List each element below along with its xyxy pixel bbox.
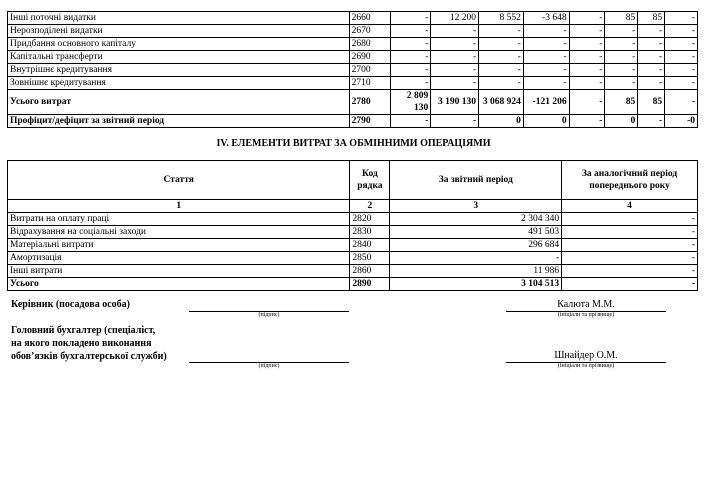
expense-elements-table <box>7 160 698 291</box>
head-name: Калюта М.М. <box>557 299 615 310</box>
value-cell: 0 <box>605 115 638 128</box>
col-number: 4 <box>562 200 698 213</box>
head-signature-line <box>189 298 349 312</box>
row-code: 2670 <box>349 25 391 38</box>
value-cell: - <box>431 25 479 38</box>
value-cell: - <box>569 77 605 90</box>
table-row <box>8 213 698 226</box>
value-cell: - <box>665 90 698 115</box>
row-label: Придбання основного капіталу <box>8 38 350 51</box>
row-code: 2790 <box>349 115 391 128</box>
value-cell: - <box>523 64 569 77</box>
value-cell: - <box>569 38 605 51</box>
current-period-value: 2 304 340 <box>390 213 562 226</box>
signature-caption: (підпис) <box>258 312 280 318</box>
value-cell: - <box>431 51 479 64</box>
signature-caption: (підпис) <box>258 363 280 369</box>
value-cell: 3 190 130 <box>431 90 479 115</box>
value-cell: - <box>431 38 479 51</box>
value-cell: - <box>665 25 698 38</box>
current-period-value: 11 986 <box>390 265 562 278</box>
table-row <box>8 115 698 128</box>
section-title: IV. ЕЛЕМЕНТИ ВИТРАТ ЗА ОБМІННИМИ ОПЕРАЦІЯМИ <box>216 138 491 149</box>
value-cell: - <box>638 38 665 51</box>
row-code: 2710 <box>349 77 391 90</box>
value-cell: - <box>665 12 698 25</box>
row-label: Нерозподілені видатки <box>8 25 350 38</box>
row-label: Інші витрати <box>8 265 350 278</box>
row-label: Матеріальні витрати <box>8 239 350 252</box>
header-previous-period: За аналогічний період попереднього року <box>562 161 698 200</box>
table-row <box>8 90 698 115</box>
name-caption: (ініціали та прізвище) <box>557 363 615 369</box>
value-cell: - <box>523 77 569 90</box>
row-label: Усього витрат <box>8 90 350 115</box>
value-cell: - <box>605 38 638 51</box>
value-cell: 85 <box>638 90 665 115</box>
table-row <box>8 12 698 25</box>
value-cell: - <box>569 64 605 77</box>
row-code: 2680 <box>349 38 391 51</box>
value-cell: - <box>391 12 431 25</box>
value-cell: - <box>479 51 524 64</box>
value-cell: -121 206 <box>523 90 569 115</box>
current-period-value: - <box>390 252 562 265</box>
row-label: Витрати на оплату праці <box>8 213 350 226</box>
value-cell: - <box>638 64 665 77</box>
col-number: 3 <box>390 200 562 213</box>
value-cell: - <box>569 12 605 25</box>
col-number: 2 <box>350 200 390 213</box>
value-cell: - <box>665 77 698 90</box>
row-code: 2860 <box>350 265 390 278</box>
value-cell: - <box>391 115 431 128</box>
row-code: 2890 <box>350 278 390 291</box>
col-number: 1 <box>8 200 350 213</box>
row-code: 2820 <box>350 213 390 226</box>
current-period-value: 296 684 <box>390 239 562 252</box>
value-cell: - <box>605 77 638 90</box>
value-cell: - <box>605 51 638 64</box>
table-row <box>8 38 698 51</box>
row-label: Капітальні трансферти <box>8 51 350 64</box>
value-cell: - <box>569 25 605 38</box>
value-cell: 0 <box>479 115 524 128</box>
value-cell: - <box>665 64 698 77</box>
row-code: 2700 <box>349 64 391 77</box>
value-cell: - <box>638 115 665 128</box>
header-current-period: За звітний період <box>390 161 562 200</box>
value-cell: - <box>638 25 665 38</box>
accountant-label-2: на якого покладено виконання <box>11 338 152 349</box>
value-cell: 85 <box>605 12 638 25</box>
previous-period-value: - <box>562 239 698 252</box>
value-cell: -3 648 <box>523 12 569 25</box>
table-row <box>8 226 698 239</box>
table-row <box>8 64 698 77</box>
value-cell: - <box>391 77 431 90</box>
row-code: 2690 <box>349 51 391 64</box>
value-cell: - <box>391 51 431 64</box>
accountant-label-1: Головний бухгалтер (спеціаліст, <box>11 325 156 336</box>
value-cell: 2 809 130 <box>391 90 431 115</box>
value-cell: - <box>569 51 605 64</box>
previous-period-value: - <box>562 213 698 226</box>
header-row-code: Код рядка <box>350 161 390 200</box>
value-cell: - <box>569 115 605 128</box>
accountant-signature-line <box>189 349 349 363</box>
value-cell: - <box>431 77 479 90</box>
value-cell: 85 <box>605 90 638 115</box>
previous-period-value: - <box>562 226 698 239</box>
value-cell: - <box>431 115 479 128</box>
row-label: Внутрішнє кредитування <box>8 64 350 77</box>
row-code: 2830 <box>350 226 390 239</box>
value-cell: - <box>638 77 665 90</box>
value-cell: 0 <box>523 115 569 128</box>
value-cell: 8 552 <box>479 12 524 25</box>
value-cell: - <box>479 77 524 90</box>
row-label: Амортизація <box>8 252 350 265</box>
value-cell: - <box>569 90 605 115</box>
row-label: Усього <box>8 278 350 291</box>
value-cell: - <box>638 51 665 64</box>
value-cell: - <box>605 64 638 77</box>
table-row <box>8 265 698 278</box>
value-cell: - <box>479 38 524 51</box>
value-cell: 12 200 <box>431 12 479 25</box>
table-row <box>8 25 698 38</box>
row-label: Профіцит/дефіцит за звітний період <box>8 115 350 128</box>
row-code: 2850 <box>350 252 390 265</box>
current-period-value: 3 104 513 <box>390 278 562 291</box>
value-cell: -0 <box>665 115 698 128</box>
table-row <box>8 278 698 291</box>
value-cell: - <box>479 25 524 38</box>
value-cell: - <box>431 64 479 77</box>
header-article: Стаття <box>8 161 350 200</box>
row-code: 2840 <box>350 239 390 252</box>
value-cell: - <box>523 51 569 64</box>
row-code: 2780 <box>349 90 391 115</box>
previous-period-value: - <box>562 278 698 291</box>
expenses-table <box>7 11 698 128</box>
table-row <box>8 239 698 252</box>
name-caption: (ініціали та прізвище) <box>557 312 615 318</box>
value-cell: - <box>523 25 569 38</box>
previous-period-value: - <box>562 252 698 265</box>
value-cell: - <box>665 51 698 64</box>
table-row <box>8 51 698 64</box>
row-code: 2660 <box>349 12 391 25</box>
head-label: Керівник (посадова особа) <box>11 299 130 310</box>
table-row <box>8 77 698 90</box>
value-cell: - <box>665 38 698 51</box>
current-period-value: 491 503 <box>390 226 562 239</box>
value-cell: 85 <box>638 12 665 25</box>
value-cell: - <box>391 25 431 38</box>
value-cell: 3 068 924 <box>479 90 524 115</box>
value-cell: - <box>605 25 638 38</box>
value-cell: - <box>523 38 569 51</box>
row-label: Відрахування на соціальні заходи <box>8 226 350 239</box>
previous-period-value: - <box>562 265 698 278</box>
value-cell: - <box>391 64 431 77</box>
value-cell: - <box>479 64 524 77</box>
row-label: Зовнішнє кредитування <box>8 77 350 90</box>
accountant-name: Шнайдер О.М. <box>554 350 618 361</box>
accountant-label-3: обов’язків бухгалтерської служби) <box>11 351 167 362</box>
table-row <box>8 252 698 265</box>
row-label: Інші поточні видатки <box>8 12 350 25</box>
value-cell: - <box>391 38 431 51</box>
